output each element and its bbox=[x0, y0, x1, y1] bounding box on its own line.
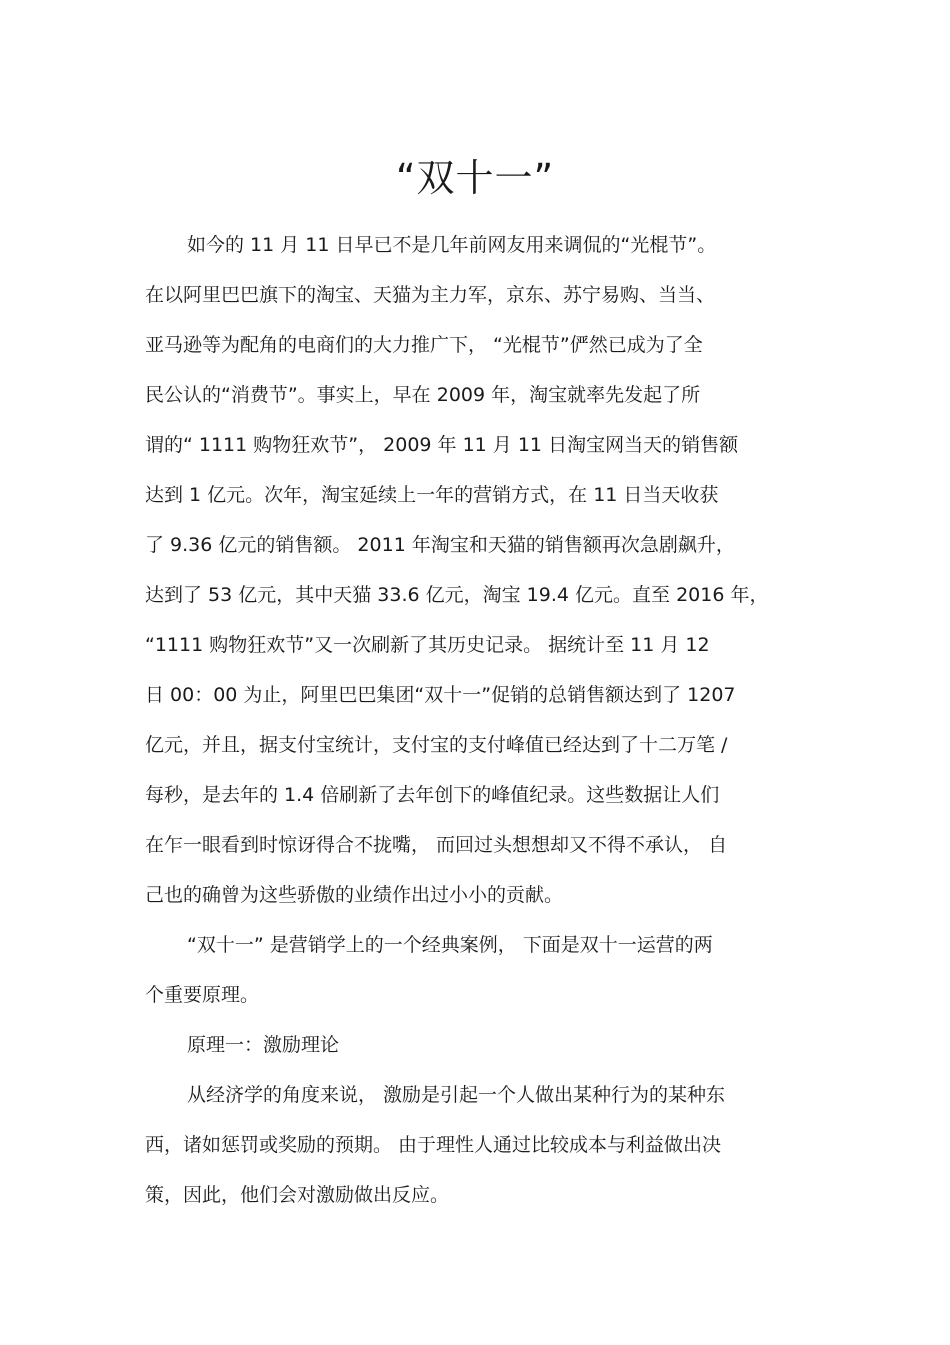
text-line: 民公认的“消费节”。事实上，早在 2009 年，淘宝就率先发起了所 bbox=[145, 384, 701, 406]
document-title: “双十一” bbox=[395, 156, 555, 200]
text-line: 策，因此，他们会对激励做出反应。 bbox=[145, 1184, 450, 1206]
text-line: 亿元，并且，据支付宝统计，支付宝的支付峰值已经达到了十二万笔 / bbox=[145, 734, 728, 756]
text-line: 从经济学的角度来说， 激励是引起一个人做出某种行为的某种东 bbox=[187, 1084, 726, 1106]
text-line: 达到 1 亿元。次年，淘宝延续上一年的营销方式，在 11 日当天收获 bbox=[145, 484, 719, 506]
text-line: “双十一” 是营销学上的一个经典案例， 下面是双十一运营的两 bbox=[187, 934, 713, 956]
text-line: 每秒，是去年的 1.4 倍刷新了去年创下的峰值纪录。这些数据让人们 bbox=[145, 784, 720, 806]
text-line: 在以阿里巴巴旗下的淘宝、天猫为主力军，京东、苏宁易购、当当、 bbox=[145, 284, 716, 306]
text-line: 达到了 53 亿元，其中天猫 33.6 亿元，淘宝 19.4 亿元。直至 2016 年， bbox=[145, 584, 769, 606]
text-line: 个重要原理。 bbox=[145, 984, 260, 1006]
text-line: 西，诸如惩罚或奖励的预期。 由于理性人通过比较成本与利益做出决 bbox=[145, 1134, 722, 1156]
text-line: “1111 购物狂欢节”又一次刷新了其历史记录。 据统计至 11 月 12 bbox=[145, 634, 710, 656]
text-line: 己也的确曾为这些骄傲的业绩作出过小小的贡献。 bbox=[145, 884, 564, 906]
text-line: 亚马逊等为配角的电商们的大力推广下， “光棍节”俨然已成为了全 bbox=[145, 334, 703, 356]
text-line: 在乍一眼看到时惊讶得合不拢嘴， 而回过头想想却又不得不承认， 自 bbox=[145, 834, 728, 856]
section-heading: 原理一：激励理论 bbox=[187, 1034, 340, 1056]
document-body bbox=[145, 220, 815, 1220]
text-line: 谓的“ 1111 购物狂欢节”， 2009 年 11 月 11 日淘宝网当天的销售额 bbox=[145, 434, 739, 456]
text-line: 了 9.36 亿元的销售额。 2011 年淘宝和天猫的销售额再次急剧飙升， bbox=[145, 534, 735, 556]
text-line: 如今的 11 月 11 日早已不是几年前网友用来调侃的“光棍节”。 bbox=[187, 234, 717, 256]
text-line: 日 00：00 为止，阿里巴巴集团“双十一”促销的总销售额达到了 1207 bbox=[145, 684, 736, 706]
